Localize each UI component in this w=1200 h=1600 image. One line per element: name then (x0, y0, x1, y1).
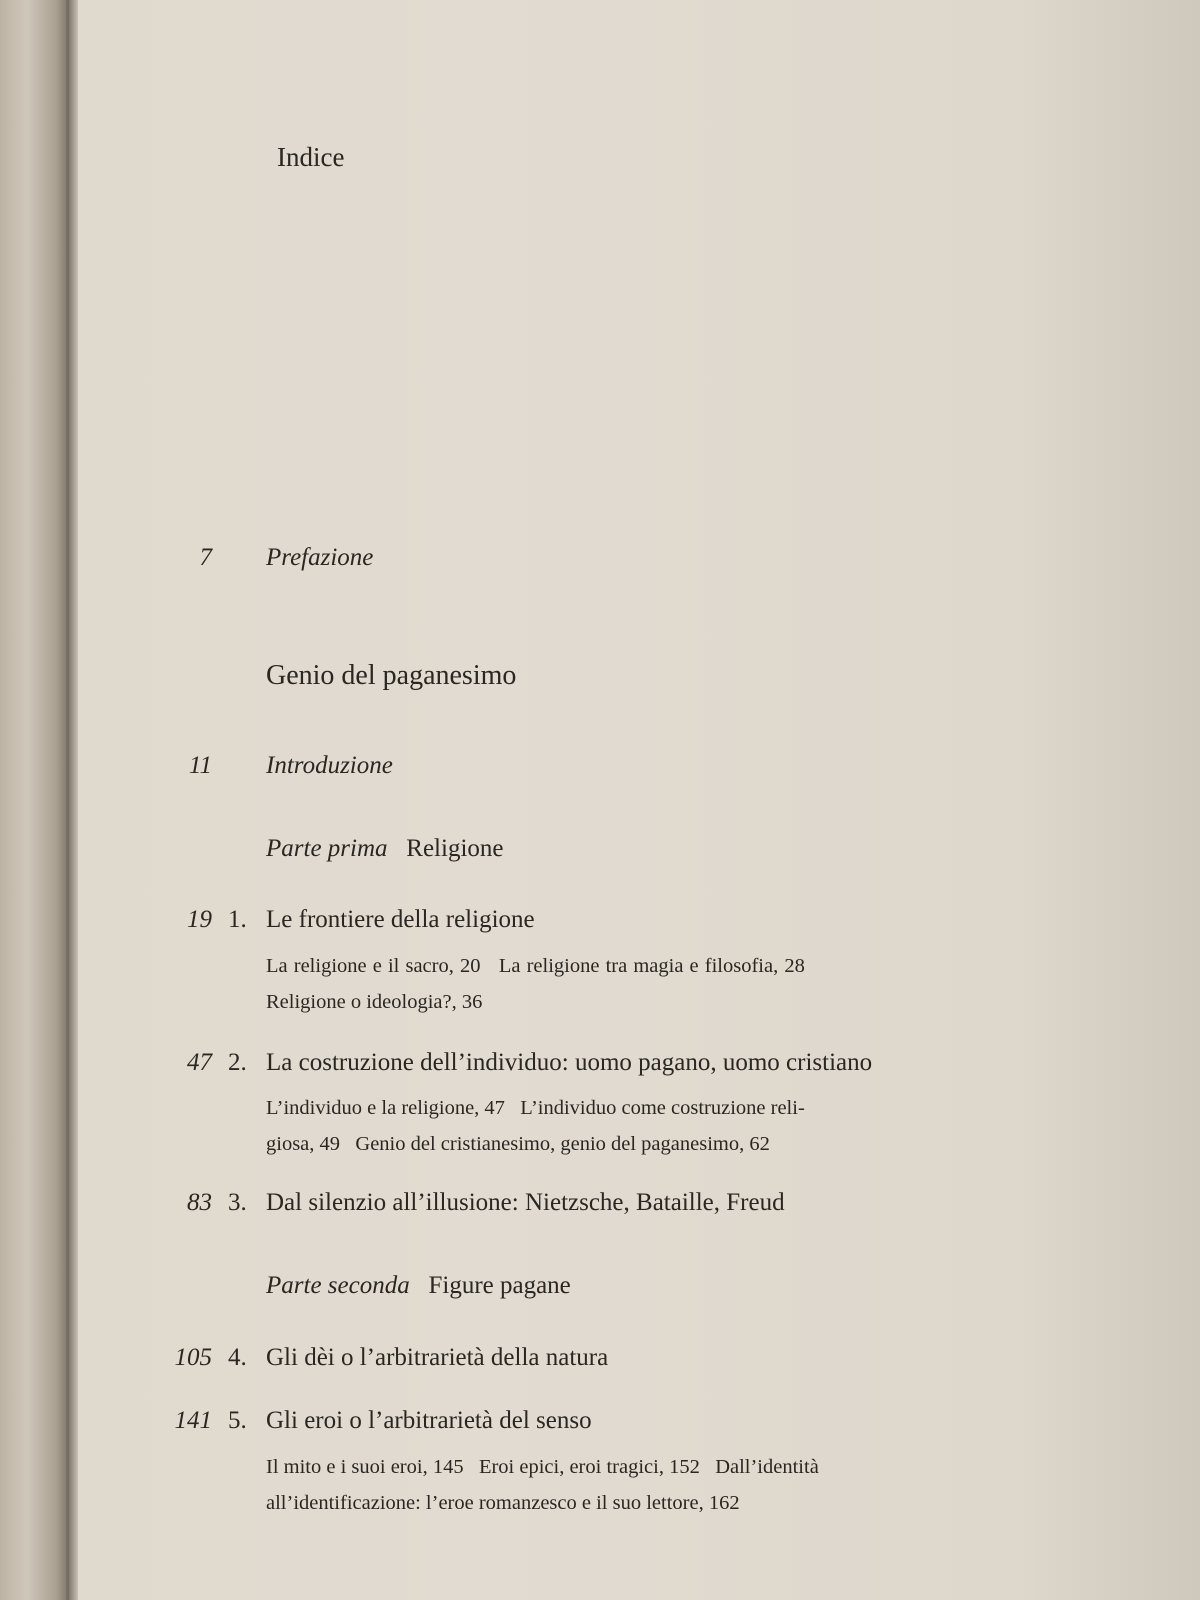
chapter-5-title: Gli eroi o l’arbitrarietà del senso (266, 1407, 592, 1434)
part-one-heading (266, 835, 504, 863)
introduction-title: Introduzione (266, 752, 393, 779)
chapter-4-number: 4. (228, 1344, 247, 1371)
chapter-1-number: 1. (228, 906, 247, 933)
chapter-5-number: 5. (228, 1407, 247, 1434)
preface-title: Prefazione (266, 544, 374, 571)
chapter-4-page-number: 105 (174, 1344, 212, 1371)
chapter-3-title: Dal silenzio all’illusione: Nietzsche, Bataille, Freud (266, 1189, 785, 1216)
index-heading: Indice (277, 142, 345, 172)
book-title: Genio del paganesimo (266, 660, 517, 691)
chapter-2-sections-line-1: L’individuo e la religione, 47 L’individuo come costruzione reli- (266, 1097, 805, 1119)
part-two-heading (266, 1272, 571, 1300)
chapter-5-sections-line-1: Il mito e i suoi eroi, 145 Eroi epici, eroi tragici, 152 Dall’identità (266, 1456, 819, 1478)
chapter-4-title: Gli dèi o l’arbitrarietà della natura (266, 1344, 609, 1371)
chapter-2-title: La costruzione dell’individuo: uomo pagano, uomo cristiano (266, 1049, 873, 1076)
chapter-5-sections-line-2: all’identificazione: l’eroe romanzesco e il suo lettore, 162 (266, 1492, 740, 1514)
chapter-5-page-number: 141 (174, 1407, 212, 1434)
chapter-3-page-number: 83 (187, 1189, 212, 1216)
chapter-1-page-number: 19 (187, 906, 212, 933)
part-one-title: Religione (406, 835, 504, 862)
chapter-2-number: 2. (228, 1049, 247, 1076)
part-one-label: Parte prima (266, 835, 388, 862)
introduction-page-number: 11 (188, 752, 212, 779)
gutter-shadow-line (66, 0, 69, 1600)
chapter-1-sections-line-2: Religione o ideologia?, 36 (266, 991, 483, 1013)
chapter-2-page-number: 47 (187, 1049, 212, 1076)
chapter-2-sections-line-2: giosa, 49 Genio del cristianesimo, genio del paganesimo, 62 (266, 1133, 770, 1155)
part-two-label: Parte seconda (266, 1272, 410, 1299)
preface-page-number: 7 (199, 544, 212, 571)
chapter-1-sections-line-1: La religione e il sacro, 20 La religione tra magia e filosofia, 28 (266, 955, 805, 977)
chapter-1-title: Le frontiere della religione (266, 906, 535, 933)
part-two-title: Figure pagane (428, 1272, 571, 1299)
chapter-3-number: 3. (228, 1189, 247, 1216)
